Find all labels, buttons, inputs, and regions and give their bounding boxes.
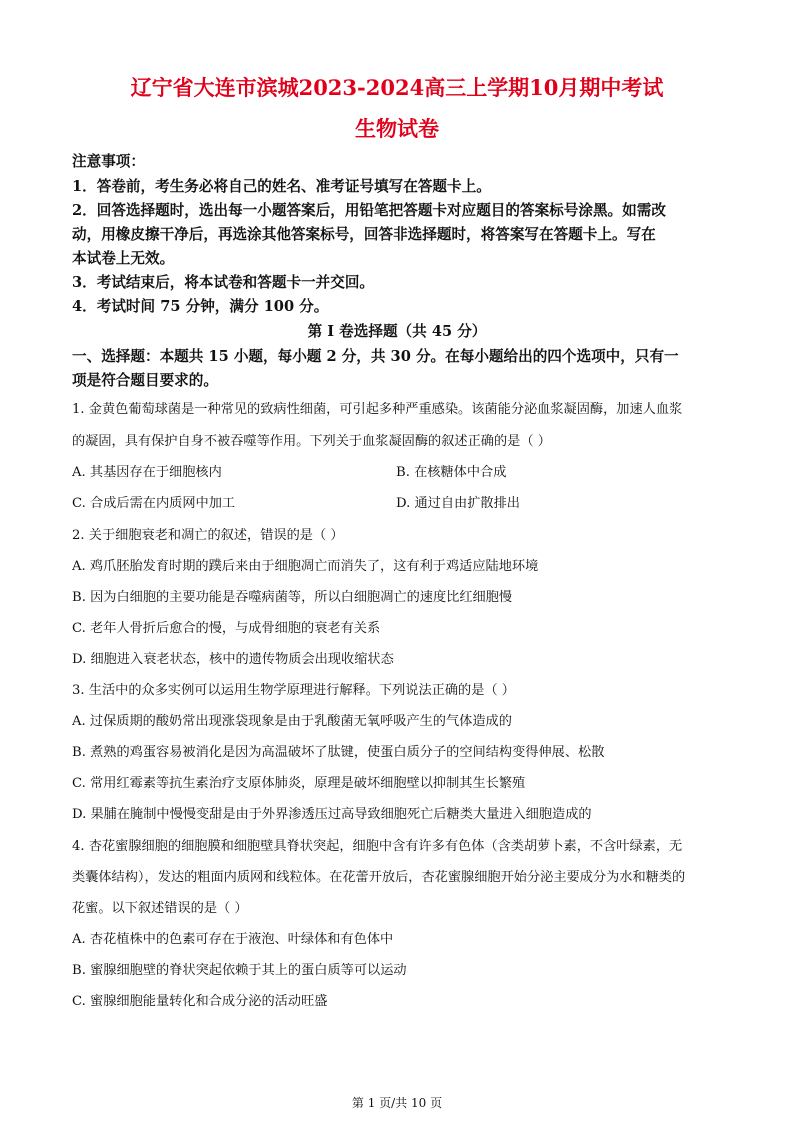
option-d: D. 果脯在腌制中慢慢变甜是由于外界渗透压过高导致细胞死亡后糖类大量进入细胞造成的: [72, 807, 592, 822]
question-stem: 的凝固，具有保护自身不被吞噬等作用。下列关于血浆凝固酶的叙述正确的是（ ）: [72, 434, 551, 449]
notice-line: 4．考试时间 75 分钟，满分 100 分。: [72, 298, 329, 315]
notice-heading: 注意事项：: [72, 153, 145, 170]
option-c: C. 蜜腺细胞能量转化和合成分泌的活动旺盛: [72, 994, 328, 1009]
question-stem: 3. 生活中的众多实例可以运用生物学原理进行解释。下列说法正确的是（ ）: [72, 683, 515, 698]
option-b: B. 因为白细胞的主要功能是吞噬病菌等，所以白细胞凋亡的速度比红细胞慢: [72, 590, 513, 605]
page-number: 第 1 页/共 10 页: [351, 1096, 443, 1110]
exam-subtitle: 生物试卷: [355, 116, 439, 141]
question-stem: 4. 杏花蜜腺细胞的细胞膜和细胞壁具脊状突起，细胞中含有许多有色体（含类胡萝卜素，不含叶绿素，无: [72, 839, 683, 854]
notice-line: 1．答卷前，考生务必将自己的姓名、准考证号填写在答题卡上。: [72, 178, 491, 195]
option-c: C. 常用红霉素等抗生素治疗支原体肺炎，原理是破坏细胞壁以抑制其生长繁殖: [72, 776, 526, 791]
option-c: C. 老年人骨折后愈合的慢，与成骨细胞的衰老有关系: [72, 621, 381, 636]
question-stem: 类囊体结构），发达的粗面内质网和线粒体。在花蕾开放后，杏花蜜腺细胞开始分泌主要成分为水和糖类的: [72, 870, 686, 885]
option-a: A. 鸡爪胚胎发育时期的蹼后来由于细胞凋亡而消失了，这有利于鸡适应陆地环境: [72, 559, 539, 574]
question-stem: 花蜜。以下叙述错误的是（ ）: [72, 901, 248, 916]
option-a: A. 过保质期的酸奶常出现涨袋现象是由于乳酸菌无氧呼吸产生的气体造成的: [72, 714, 512, 729]
question-stem: 1. 金黄色葡萄球菌是一种常见的致病性细菌，可引起多种严重感染。该菌能分泌血浆凝固酶，加速人血浆: [72, 402, 683, 417]
notice-line: 本试卷上无效。: [72, 250, 175, 267]
section-instruction: 一、选择题：本题共 15 小题，每小题 2 分，共 30 分。在每小题给出的四个选项中，只有一: [72, 348, 679, 365]
exam-title: 辽宁省大连市滨城2023-2024高三上学期10月期中考试: [130, 75, 664, 100]
option-d: D. 通过自由扩散排出: [396, 496, 520, 511]
notice-line: 3．考试结束后，将本试卷和答题卡一并交回。: [72, 274, 375, 291]
section-title: 第 I 卷选择题（共 45 分）: [307, 323, 487, 340]
option-b: B. 在核糖体中合成: [396, 465, 507, 480]
option-b: B. 蜜腺细胞壁的脊状突起依赖于其上的蛋白质等可以运动: [72, 963, 407, 978]
option-a: A. 其基因存在于细胞核内: [72, 465, 222, 480]
option-d: D. 细胞进入衰老状态，核中的遗传物质会出现收缩状态: [72, 652, 394, 667]
option-b: B. 煮熟的鸡蛋容易被消化是因为高温破坏了肽键，使蛋白质分子的空间结构变得伸展、松散: [72, 745, 605, 760]
section-instruction: 项是符合题目要求的。: [72, 372, 218, 389]
question-stem: 2. 关于细胞衰老和凋亡的叙述，错误的是（ ）: [72, 528, 344, 543]
notice-line: 动，用橡皮擦干净后，再选涂其他答案标号，回答非选择题时，将答案写在答题卡上。写在: [72, 226, 656, 243]
option-a: A. 杏花植株中的色素可存在于液泡、叶绿体和有色体中: [72, 932, 394, 947]
option-c: C. 合成后需在内质网中加工: [72, 496, 236, 511]
notice-line: 2．回答选择题时，选出每一小题答案后，用铅笔把答题卡对应题目的答案标号涂黑。如需改: [72, 202, 666, 219]
